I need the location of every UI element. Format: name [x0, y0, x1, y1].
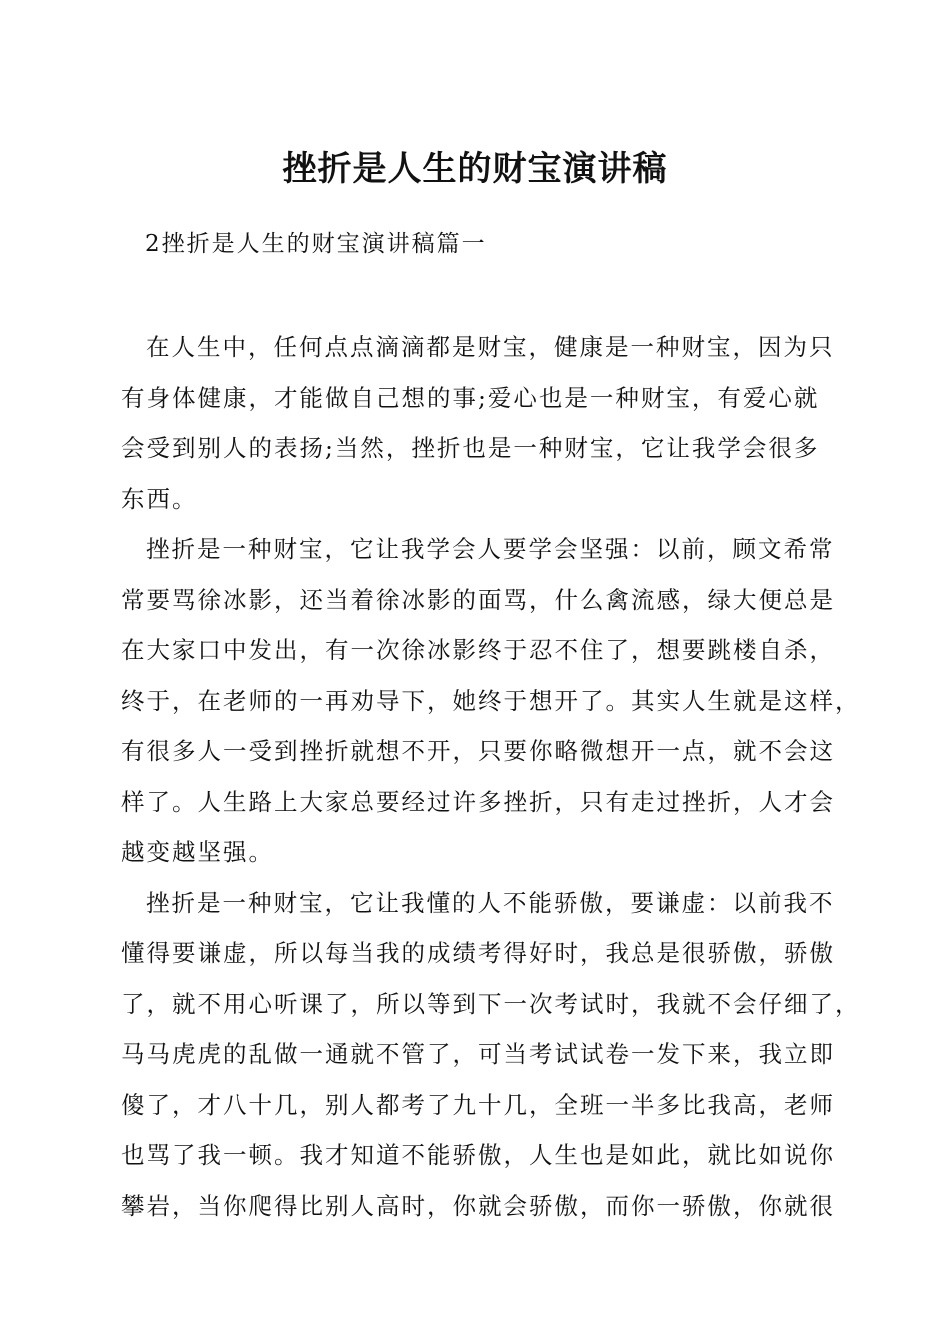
text-line: 也骂了我一顿。我才知道不能骄傲，人生也是如此，就比如说你: [121, 1141, 835, 1169]
text-line: 攀岩，当你爬得比别人高时，你就会骄傲，而你一骄傲，你就很: [121, 1191, 835, 1220]
text-line: 有很多人一受到挫折就想不开，只要你略微想开一点，就不会这: [121, 737, 835, 765]
text-line: 挫折是一种财宝，它让我懂的人不能骄傲，要谦虚：以前我不: [146, 888, 835, 917]
text-line: 样了。人生路上大家总要经过许多挫折，只有走过挫折，人才会: [121, 787, 835, 816]
text-line: 马马虎虎的乱做一通就不管了，可当考试试卷一发下来，我立即: [121, 1040, 835, 1068]
document-subtitle: 2挫折是人生的财宝演讲稿篇一: [145, 231, 487, 257]
text-line: 终于，在老师的一再劝导下，她终于想开了。其实人生就是这样，: [121, 686, 861, 715]
text-line: 越变越坚强。: [121, 838, 274, 866]
text-line: 懂得要谦虚，所以每当我的成绩考得好时，我总是很骄傲，骄傲: [121, 939, 835, 967]
paragraph-1: [121, 322, 841, 524]
text-line: 傻了，才八十几，别人都考了九十几，全班一半多比我高，老师: [121, 1090, 835, 1119]
text-line: 在大家口中发出，有一次徐冰影终于忍不住了，想要跳楼自杀，: [121, 636, 835, 664]
paragraph-3: [121, 878, 861, 1232]
paragraph-2: [121, 524, 861, 878]
text-line: 会受到别人的表扬;当然，挫折也是一种财宝，它让我学会很多: [121, 434, 820, 462]
text-line: 挫折是一种财宝，它让我学会人要学会坚强：以前，顾文希常: [146, 535, 835, 563]
text-line: 在人生中，任何点点滴滴都是财宝，健康是一种财宝，因为只: [146, 333, 835, 361]
text-line: 常要骂徐冰影，还当着徐冰影的面骂，什么禽流感，绿大便总是: [121, 585, 835, 614]
text-line: 东西。: [121, 484, 198, 513]
text-line: 有身体健康，才能做自己想的事;爱心也是一种财宝，有爱心就: [121, 383, 820, 412]
text-line: 了，就不用心听课了，所以等到下一次考试时，我就不会仔细了，: [121, 989, 861, 1018]
document-title: 挫折是人生的财宝演讲稿: [282, 149, 668, 189]
document-body: [121, 322, 861, 1231]
